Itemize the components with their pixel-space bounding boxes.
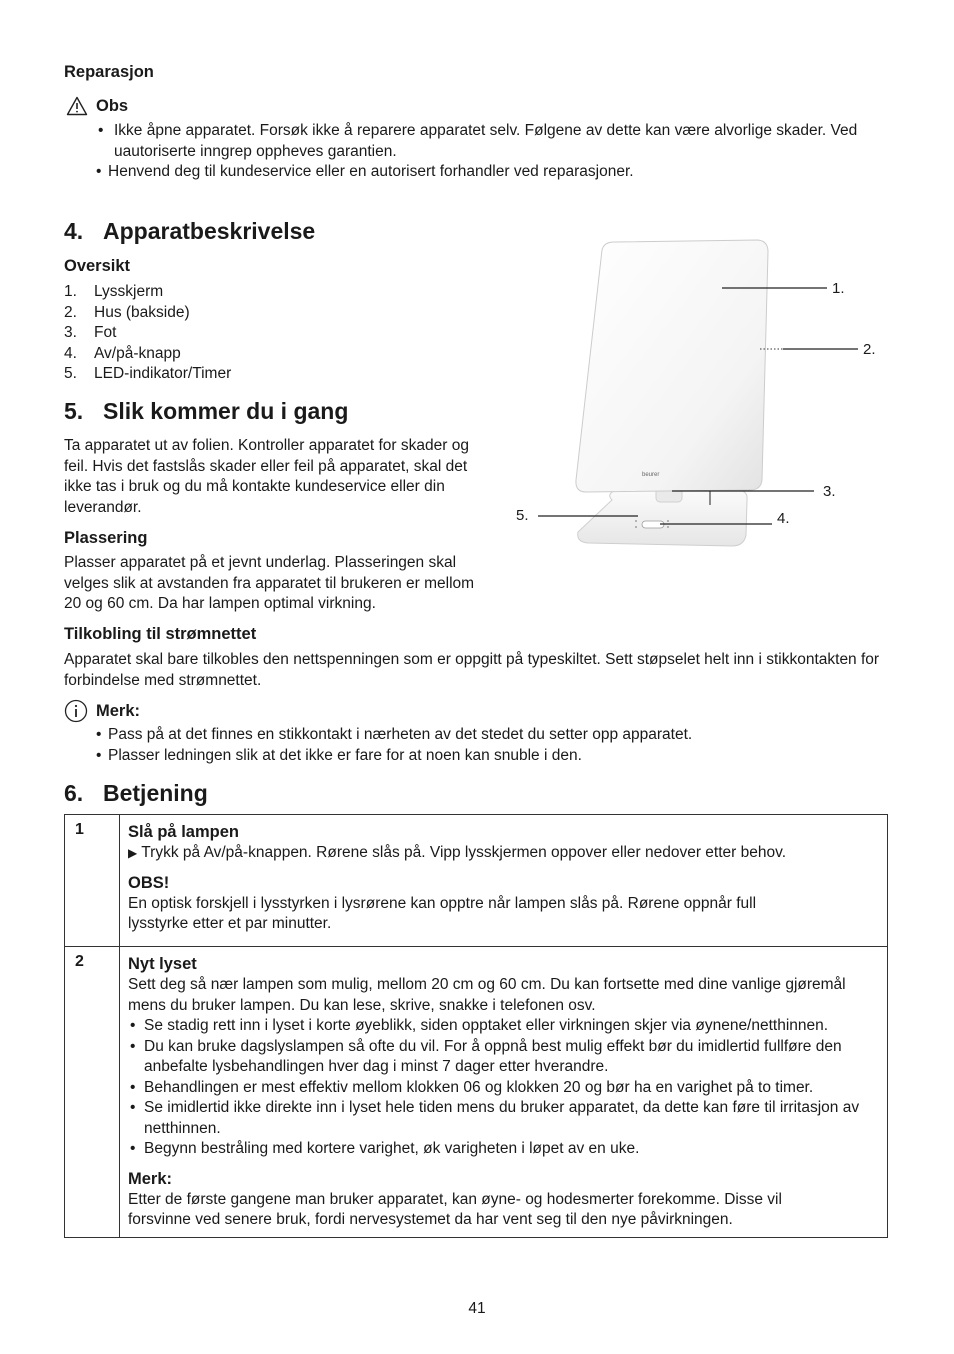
- list-item: • Henvend deg til kundeservice eller en autorisert forhandler ved reparasjoner.: [94, 162, 884, 183]
- warning-icon: [66, 96, 88, 116]
- section-number: 4.: [64, 218, 84, 244]
- tips-list: [128, 1016, 877, 1160]
- table-row: [65, 815, 888, 947]
- note-heading: Merk:: [128, 1169, 173, 1188]
- brand-logo: beurer: [642, 472, 660, 478]
- page-number: 41: [468, 1300, 486, 1317]
- section-title: Apparatbeskrivelse: [103, 218, 316, 244]
- list-item: 2. Hus (bakside): [64, 303, 190, 321]
- repair-bullet-list-2: [94, 162, 884, 183]
- placement-heading: Plassering: [64, 529, 148, 547]
- repair-bullet-list: [96, 121, 886, 162]
- note-text: Etter de første gangene man bruker apparatet, kan øyne- og hodesmerter forekomme. Disse vil forsvinne ved senere bruk, fordi nervesystemet da har vent seg til den nye påvirkningen.: [128, 1190, 782, 1228]
- list-item: • Du kan bruke dagslyslampen så ofte du vil. For å oppnå best mulig effekt bør du imidlertid fullføre den anbefalte lysbehandlingen hver dag i minst 7 dager etter hverandre.: [128, 1037, 877, 1078]
- device-illustration: [500, 230, 890, 560]
- callout-label-1: 1.: [832, 280, 845, 297]
- list-item: 3. Fot: [64, 324, 117, 341]
- callout-label-2: 2.: [863, 341, 876, 358]
- caution-label: Obs: [96, 97, 129, 115]
- warning-text: En optisk forskjell i lysstyrken i lysrørene kan opptre når lampen slås på. Rørene oppnår full lysstyrke etter et par minutter.: [128, 894, 757, 932]
- power-paragraph: Apparatet skal bare tilkobles den nettspenningen som er oppgitt på typeskiltet. Sett støpselet helt inn i stikkontakten for forbindelse med strømnettet.: [64, 651, 880, 689]
- list-item: • Pass på at det finnes en stikkontakt i nærheten av det stedet du setter opp apparatet.: [94, 725, 884, 746]
- row-intro: Sett deg så nær lampen som mulig, mellom 20 cm og 60 cm. Du kan fortsette med dine vanlige gjøremål mens du bruker lampen. Du kan lese, skrive, snakke i telefonen osv.: [128, 976, 846, 1014]
- arrow-right-icon: ▶: [128, 846, 138, 860]
- step-instruction: ▶ Trykk på Av/på-knappen. Rørene slås på. Vipp lysskjermen oppover eller nedover etter behov.: [128, 844, 787, 861]
- info-icon: [64, 699, 88, 723]
- row-number: 1: [65, 815, 120, 947]
- section-number: 5.: [64, 398, 84, 424]
- callout-label-5: 5.: [516, 507, 529, 524]
- warning-heading: OBS!: [128, 873, 170, 892]
- list-item: • Behandlingen er mest effektiv mellom klokken 06 og klokken 20 og bør ha en varighet på to timer.: [128, 1078, 877, 1099]
- note-label: Merk:: [96, 702, 141, 720]
- section-number: 6.: [64, 780, 84, 806]
- placement-paragraph: Plasser apparatet på et jevnt underlag. Plasseringen skal velges slik at avstanden fra apparatet til brukeren er mellom 20 og 60 cm. Da har lampen optimal virkning.: [64, 554, 475, 612]
- row-content: [120, 815, 888, 947]
- list-item: • Plasser ledningen slik at det ikke er fare for at noen kan snuble i den.: [94, 746, 884, 767]
- intro-paragraph: Ta apparatet ut av folien. Kontroller apparatet for skader og feil. Hvis det fastslås skader eller feil på apparatet, skal det ikke tas i bruk og du må kontakte kundeservice eller din leverandør.: [64, 437, 469, 516]
- list-item: 5. LED-indikator/Timer: [64, 365, 232, 382]
- row-number: 2: [65, 947, 120, 1238]
- section5-heading: [64, 398, 348, 425]
- row-content: [120, 947, 888, 1238]
- section-title: Betjening: [103, 780, 208, 806]
- screen-shape: [576, 240, 768, 492]
- list-item: • Ikke åpne apparatet. Forsøk ikke å reparere apparatet selv. Følgene av dette kan være alvorlige skader. Ved uautoriserte inngrep oppheves garantien.: [96, 121, 886, 162]
- parts-list: [64, 282, 231, 385]
- note-bullet-list: [94, 725, 884, 766]
- table-row: [65, 947, 888, 1238]
- row-title: Nyt lyset: [128, 955, 197, 973]
- device-figure: [500, 230, 890, 560]
- list-item: 4. Av/på-knapp: [64, 344, 181, 362]
- list-item: • Se stadig rett inn i lyset i korte øyeblikk, siden opptaket eller virkningen skjer via øynene/netthinnen.: [128, 1016, 877, 1037]
- repair-heading: Reparasjon: [64, 63, 154, 81]
- callout-label-4: 4.: [777, 510, 790, 527]
- list-item: 1. Lysskjerm: [64, 283, 164, 300]
- section-title: Slik kommer du i gang: [103, 398, 349, 424]
- callout-label-3: 3.: [823, 483, 836, 500]
- row-title: Slå på lampen: [128, 823, 239, 841]
- list-item: • Se imidlertid ikke direkte inn i lyset hele tiden mens du bruker apparatet, da dette kan føre til irritasjon av netthinnen.: [128, 1098, 877, 1139]
- section6-heading: [64, 780, 208, 807]
- operation-table: [64, 814, 888, 1238]
- section4-heading: [64, 218, 315, 245]
- power-heading: Tilkobling til strømnettet: [64, 625, 257, 643]
- overview-heading: Oversikt: [64, 257, 131, 275]
- list-item: • Begynn bestråling med kortere varighet, øk varigheten i løpet av en uke.: [128, 1139, 877, 1160]
